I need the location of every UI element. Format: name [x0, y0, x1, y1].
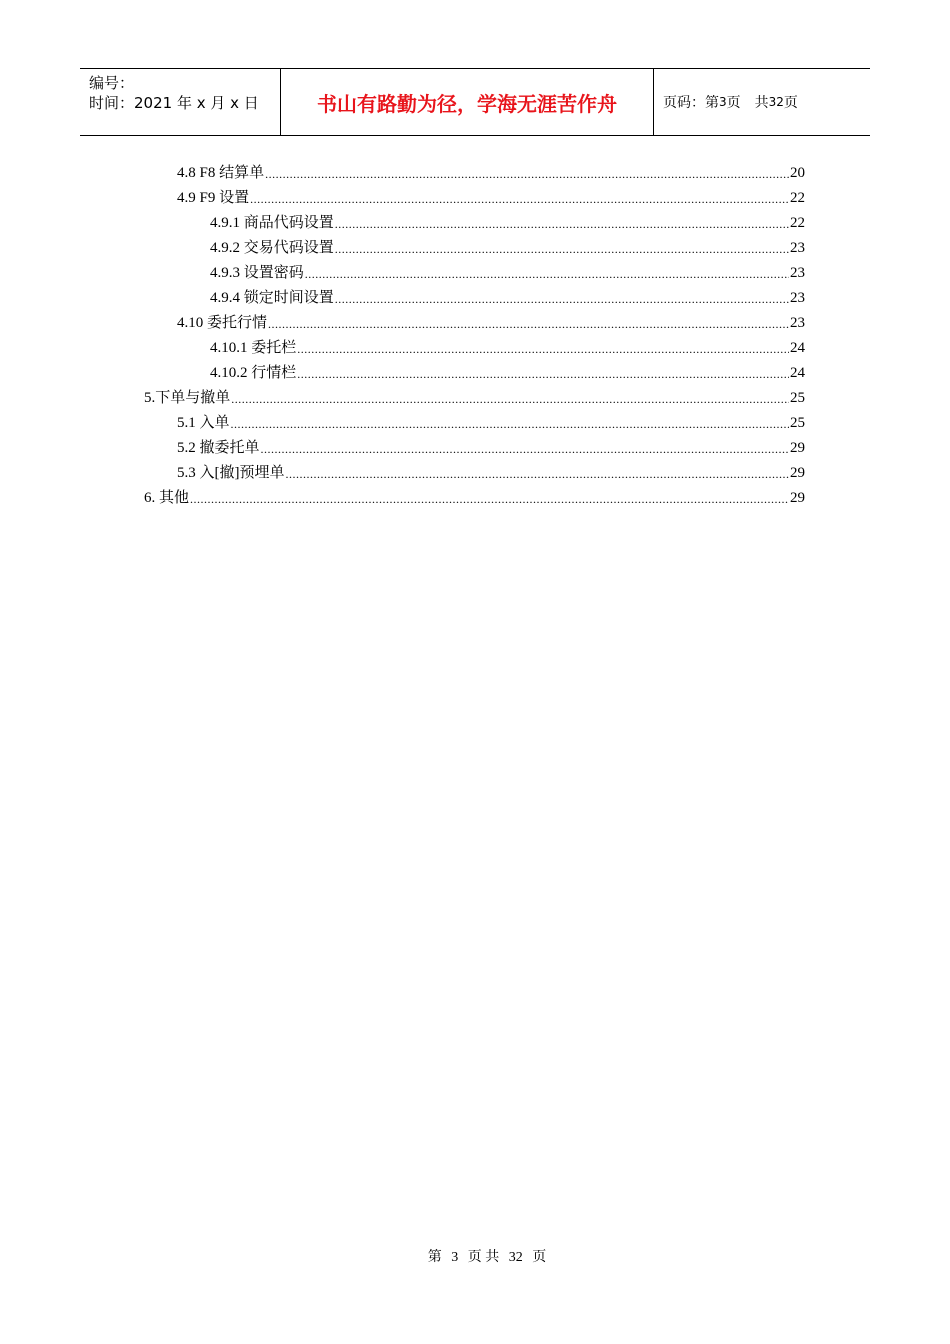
footer-page-current: 3 — [451, 1250, 459, 1265]
toc-entry[interactable] — [210, 258, 805, 283]
toc-entry-label: 4.9 F9 设置 — [177, 190, 250, 206]
toc-dot-leader — [231, 390, 789, 408]
toc-dot-leader — [297, 340, 789, 358]
toc-entry-label: 4.10.2 行情栏 — [210, 365, 297, 381]
header-page-mid: 页 共 — [726, 95, 769, 111]
toc-entry[interactable] — [177, 408, 805, 433]
toc-entry-label: 4.9.4 锁定时间设置 — [210, 290, 334, 306]
toc-entry[interactable] — [144, 483, 805, 508]
header-meta — [80, 69, 281, 135]
toc-entry-page: 24 — [790, 340, 805, 356]
toc-entry-page: 24 — [790, 365, 805, 381]
header-page-suffix: 页 — [783, 95, 798, 111]
toc-dot-leader — [265, 165, 789, 183]
toc-entry-label: 4.10 委托行情 — [177, 315, 268, 331]
toc-entry[interactable] — [177, 183, 805, 208]
toc-dot-leader — [335, 290, 789, 308]
toc-dot-leader — [305, 265, 789, 283]
toc-entry-label: 4.8 F8 结算单 — [177, 165, 265, 181]
toc-entry-label: 4.9.2 交易代码设置 — [210, 240, 334, 256]
toc-entry-page: 23 — [790, 290, 805, 306]
page-footer — [0, 1246, 950, 1266]
footer-page-total: 32 — [508, 1250, 523, 1265]
toc-entry[interactable] — [177, 458, 805, 483]
toc-dot-leader — [190, 490, 789, 508]
toc-dot-leader — [297, 365, 789, 383]
footer-page-prefix: 第 — [427, 1250, 442, 1265]
toc-entry-page: 20 — [790, 165, 805, 181]
toc-entry[interactable] — [210, 358, 805, 383]
toc-entry-label: 4.9.1 商品代码设置 — [210, 215, 334, 231]
toc-entry-page: 22 — [790, 190, 805, 206]
toc-dot-leader — [335, 215, 789, 233]
toc-entry[interactable] — [210, 283, 805, 308]
toc-entry-page: 23 — [790, 315, 805, 331]
toc-dot-leader — [286, 465, 790, 483]
toc-dot-leader — [261, 440, 789, 458]
toc-entry-label: 5.下单与撤单 — [144, 390, 231, 406]
toc-entry-page: 25 — [790, 390, 805, 406]
toc-entry-label: 5.2 撤委托单 — [177, 440, 260, 456]
toc-entry-page: 23 — [790, 265, 805, 281]
toc-entry-page: 29 — [790, 440, 805, 456]
toc-entry-label: 6. 其他 — [144, 490, 190, 506]
toc-entry-page: 29 — [790, 465, 805, 481]
document-number-label: 编号： — [89, 74, 135, 92]
toc-entry[interactable] — [210, 333, 805, 358]
toc-entry[interactable] — [210, 233, 805, 258]
toc-entry[interactable] — [177, 308, 805, 333]
toc-entry-label: 4.9.3 设置密码 — [210, 265, 304, 281]
header-page-prefix: 页码：第 — [663, 95, 719, 111]
header-page-info — [654, 69, 870, 135]
header-motto: 书山有路勤为径，学海无涯苦作舟 — [281, 69, 654, 135]
toc-entry-label: 5.3 入[撤]预埋单 — [177, 465, 285, 481]
toc-entry-page: 25 — [790, 415, 805, 431]
toc-dot-leader — [231, 415, 789, 433]
toc-entry-page: 22 — [790, 215, 805, 231]
toc-entry-label: 4.10.1 委托栏 — [210, 340, 297, 356]
toc-entry-page: 23 — [790, 240, 805, 256]
footer-page-suffix: 页 — [532, 1250, 547, 1265]
header-page-current: 3 — [719, 95, 727, 109]
toc-entry[interactable] — [177, 158, 805, 183]
toc-entry[interactable] — [144, 383, 805, 408]
toc-dot-leader — [268, 315, 789, 333]
page-header — [80, 68, 870, 136]
header-page-total: 32 — [768, 95, 784, 109]
toc-dot-leader — [335, 240, 789, 258]
footer-page-mid: 页 共 — [467, 1250, 500, 1265]
toc-entry[interactable] — [210, 208, 805, 233]
document-date: 时间：2021 年 x 月 x 日 — [89, 94, 259, 112]
toc-dot-leader — [250, 190, 789, 208]
toc-entry-label: 5.1 入单 — [177, 415, 230, 431]
toc-entry-page: 29 — [790, 490, 805, 506]
toc-entry[interactable] — [177, 433, 805, 458]
